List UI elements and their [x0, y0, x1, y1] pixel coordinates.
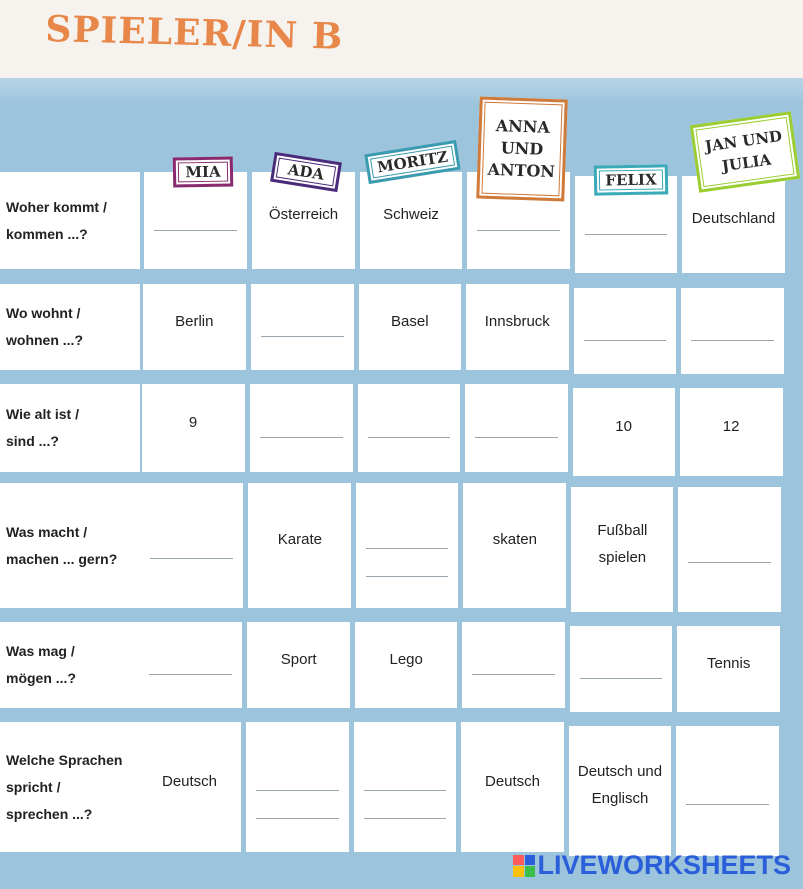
answer-text: Fußball spielen — [597, 521, 648, 566]
answer-cell — [677, 626, 780, 712]
answer-cell — [359, 284, 461, 370]
answer-cell — [142, 384, 245, 472]
blank-answer-line[interactable] — [366, 576, 448, 577]
player-name-tag: ADA — [270, 152, 342, 192]
blank-answer-line[interactable] — [688, 562, 771, 563]
answer-cell — [682, 176, 785, 273]
question-text: Welche Sprachen spricht / sprechen ...? — [6, 751, 123, 822]
answer-cell — [680, 388, 783, 476]
question-label — [0, 284, 140, 370]
blank-answer-line[interactable] — [261, 336, 344, 337]
liveworksheets-logo-icon — [513, 855, 535, 877]
blank-answer-line[interactable] — [256, 818, 339, 819]
answer-text: Deutschland — [691, 210, 776, 227]
answer-cell[interactable] — [356, 483, 458, 608]
answer-cell[interactable] — [354, 722, 456, 852]
question-label — [0, 622, 140, 708]
answer-cell[interactable] — [570, 626, 672, 712]
answer-text: 12 — [722, 417, 740, 435]
blank-answer-line[interactable] — [585, 234, 667, 235]
answer-cell — [573, 388, 675, 476]
answer-cell — [143, 284, 246, 370]
question-label — [0, 483, 140, 608]
answer-cell[interactable] — [246, 722, 349, 852]
answer-text: Deutsch und Englisch — [577, 763, 663, 807]
answer-cell — [466, 284, 569, 370]
answer-cell — [461, 722, 564, 852]
question-text: Was mag / mögen ...? — [6, 643, 76, 686]
player-name-tag: FELIX — [594, 164, 669, 195]
player-name-tag: MORITZ — [364, 140, 461, 184]
answer-text: Lego — [389, 650, 423, 668]
question-text: Woher kommt / kommen ...? — [6, 198, 107, 242]
blank-answer-line[interactable] — [584, 340, 666, 341]
answer-text: Österreich — [268, 206, 339, 223]
blank-answer-line[interactable] — [366, 548, 448, 549]
answer-text: Basel — [391, 312, 429, 330]
player-name-tag: JAN UND JULIA — [690, 111, 800, 193]
blank-answer-line[interactable] — [364, 818, 446, 819]
blank-answer-line[interactable] — [580, 678, 662, 679]
answer-cell[interactable] — [251, 284, 354, 370]
blank-answer-line[interactable] — [691, 340, 774, 341]
question-text: Wie alt ist / sind ...? — [6, 406, 80, 449]
answer-text: 10 — [615, 417, 632, 435]
answer-text: Deutsch — [161, 772, 218, 790]
answer-cell[interactable] — [139, 622, 242, 708]
answer-cell[interactable] — [678, 487, 781, 612]
answer-cell — [360, 172, 462, 269]
blank-answer-line[interactable] — [368, 437, 450, 438]
answer-cell[interactable] — [140, 483, 243, 608]
answer-cell — [248, 483, 351, 608]
watermark — [513, 850, 791, 881]
answer-cell[interactable] — [676, 726, 779, 856]
answer-text: Karate — [277, 531, 322, 548]
blank-answer-line[interactable] — [475, 437, 558, 438]
answer-cell[interactable] — [465, 384, 568, 472]
answer-cell — [247, 622, 350, 708]
player-name-tag: ANNA UND ANTON — [476, 96, 568, 201]
answer-text: Berlin — [175, 312, 214, 330]
answer-text: Schweiz — [383, 206, 439, 223]
question-label — [0, 172, 140, 269]
blank-answer-line[interactable] — [260, 437, 343, 438]
answer-cell[interactable] — [358, 384, 460, 472]
question-label — [0, 722, 140, 852]
page-title: SPIELER/IN B — [44, 8, 344, 58]
blank-answer-line[interactable] — [686, 804, 769, 805]
blank-answer-line[interactable] — [256, 790, 339, 791]
answer-cell — [138, 722, 241, 852]
answer-cell[interactable] — [681, 288, 784, 374]
blank-answer-line[interactable] — [154, 230, 237, 231]
answer-cell — [569, 726, 671, 856]
blank-answer-line[interactable] — [149, 674, 232, 675]
answer-text: skaten — [492, 531, 537, 548]
question-text: Was macht / machen ... gern? — [6, 523, 118, 567]
answer-cell[interactable] — [462, 622, 565, 708]
answer-cell[interactable] — [250, 384, 353, 472]
blank-answer-line[interactable] — [364, 790, 446, 791]
answer-text: Innsbruck — [484, 312, 550, 330]
answer-cell[interactable] — [574, 288, 676, 374]
question-label — [0, 384, 140, 472]
answer-text: Deutsch — [484, 772, 541, 790]
watermark-text: LIVEWORKSHEETS — [537, 850, 791, 880]
answer-text: Sport — [280, 650, 317, 668]
blank-answer-line[interactable] — [472, 674, 555, 675]
answer-text: 9 — [188, 413, 198, 431]
answer-cell — [355, 622, 457, 708]
question-text: Wo wohnt / wohnen ...? — [6, 305, 83, 348]
player-name-tag: MIA — [173, 156, 234, 187]
answer-text: Tennis — [707, 654, 751, 672]
answer-cell — [463, 483, 566, 608]
blank-answer-line[interactable] — [150, 558, 233, 559]
answer-cell — [571, 487, 673, 612]
blank-answer-line[interactable] — [477, 230, 560, 231]
